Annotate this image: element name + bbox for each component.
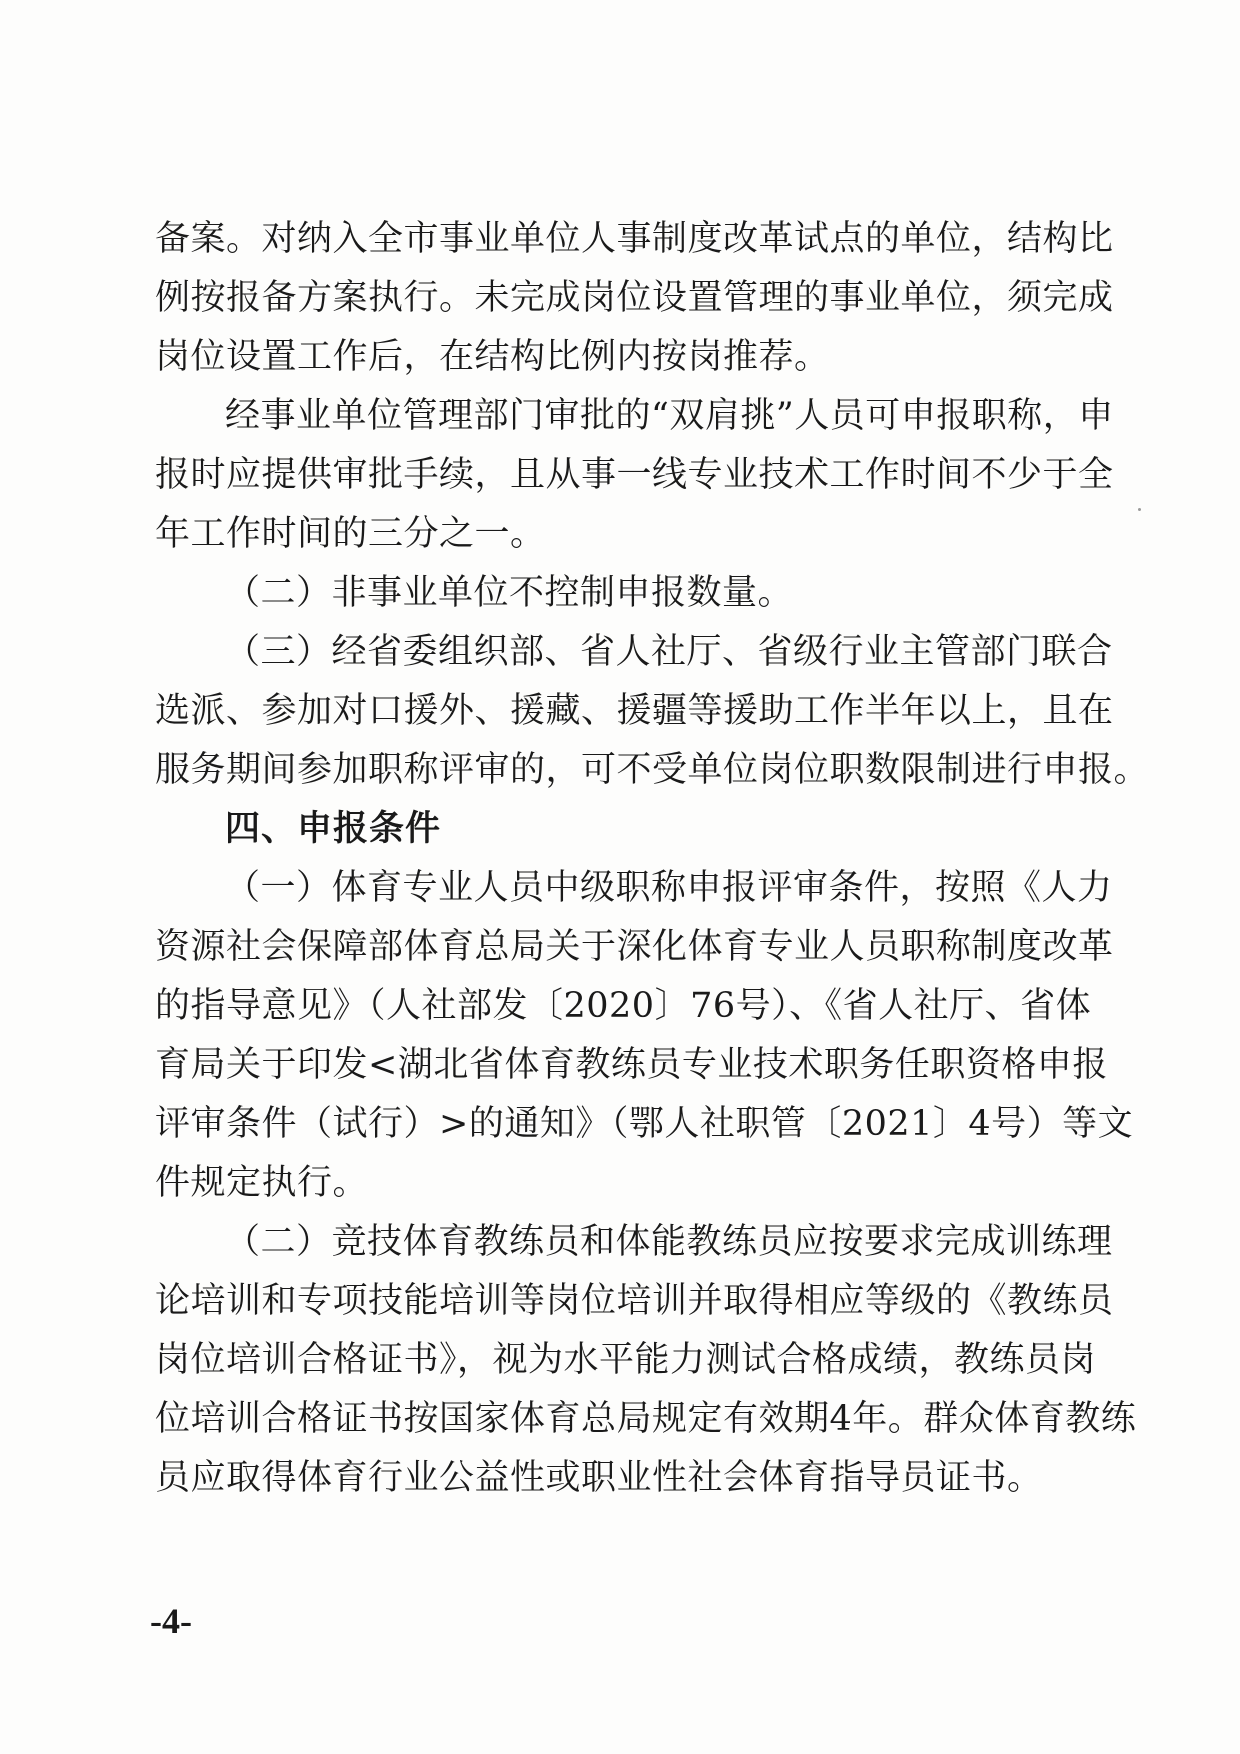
paragraph-line-15: 育局关于印发<湖北省体育教练员专业技术职务任职资格申报 — [155, 1045, 1108, 1085]
paragraph-line-8: （三）经省委组织部、省人社厅、省级行业主管部门联合 — [225, 632, 1113, 672]
scan-speck — [1138, 508, 1141, 511]
paragraph-line-20: 岗位培训合格证书》，视为水平能力测试合格成绩，教练员岗 — [155, 1340, 1097, 1380]
paragraph-line-19: 论培训和专项技能培训等岗位培训并取得相应等级的《教练员 — [155, 1281, 1114, 1321]
page-number: -4- — [150, 1601, 192, 1641]
paragraph-line-16: 评审条件（试行）>的通知》（鄂人社职管〔2021〕4号）等文 — [155, 1104, 1134, 1144]
paragraph-line-9: 选派、参加对口援外、援藏、援疆等援助工作半年以上，且在 — [155, 691, 1114, 731]
paragraph-line-22: 员应取得体育行业公益性或职业性社会体育指导员证书。 — [155, 1458, 1043, 1498]
paragraph-line-13: 资源社会保障部体育总局关于深化体育专业人员职称制度改革 — [155, 927, 1114, 967]
paragraph-line-18: （二）竞技体育教练员和体能教练员应按要求完成训练理 — [225, 1222, 1113, 1262]
paragraph-line-2: 例按报备方案执行。未完成岗位设置管理的事业单位，须完成 — [155, 278, 1114, 318]
paragraph-line-12: （一）体育专业人员中级职称申报评审条件，按照《人力 — [225, 868, 1113, 908]
paragraph-line-1: 备案。对纳入全市事业单位人事制度改革试点的单位，结构比 — [155, 219, 1114, 259]
paragraph-line-21: 位培训合格证书按国家体育总局规定有效期4年。群众体育教练 — [155, 1399, 1137, 1439]
paragraph-line-4: 经事业单位管理部门审批的“双肩挑”人员可申报职称，申 — [225, 396, 1114, 436]
paragraph-line-5: 报时应提供审批手续，且从事一线专业技术工作时间不少于全 — [155, 455, 1114, 495]
paragraph-line-6: 年工作时间的三分之一。 — [155, 514, 546, 554]
paragraph-line-10: 服务期间参加职称评审的，可不受单位岗位职数限制进行申报。 — [155, 750, 1150, 790]
paragraph-line-17: 件规定执行。 — [155, 1163, 369, 1203]
paragraph-line-14: 的指导意见》（人社部发〔2020〕76号）、《省人社厅、省体 — [155, 986, 1092, 1026]
paragraph-line-7: （二）非事业单位不控制申报数量。 — [225, 573, 794, 613]
paragraph-line-3: 岗位设置工作后，在结构比例内按岗推荐。 — [155, 337, 830, 377]
section-heading: 四、申报条件 — [225, 809, 442, 849]
